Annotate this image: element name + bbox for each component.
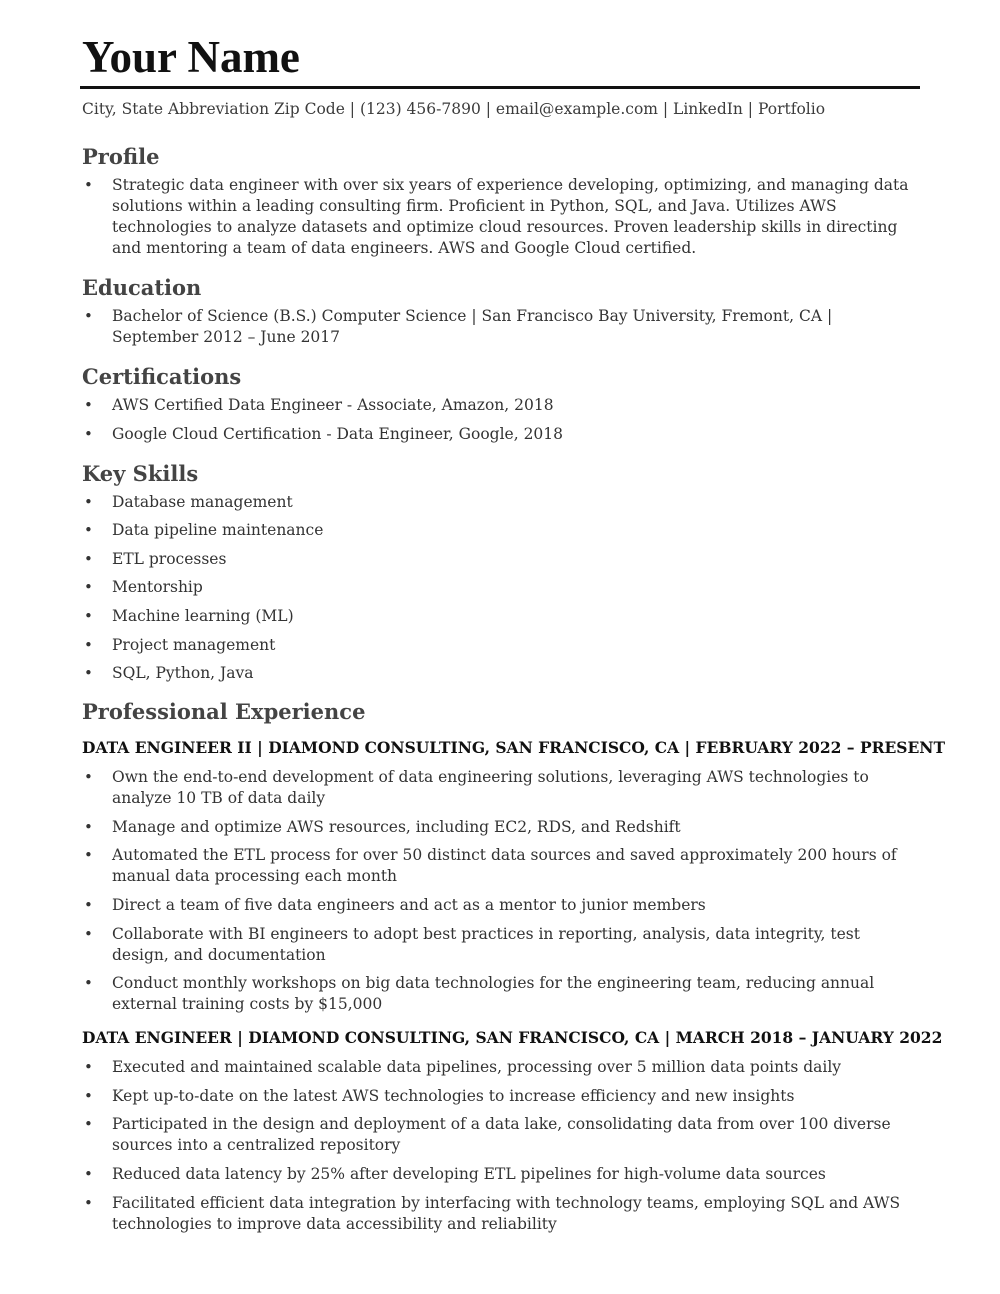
job-bullet-text: Automated the ETL process for over 50 distinct data sources and saved approximately 200 hours of manual data processing each month xyxy=(112,846,897,886)
job-heading: DATA ENGINEER II | DIAMOND CONSULTING, SAN FRANCISCO, CA | FEBRUARY 2022 – PRESENT xyxy=(82,738,946,758)
skill-text: Database management xyxy=(112,492,293,511)
skill-item xyxy=(82,549,920,570)
bullet-icon: • xyxy=(84,549,93,568)
bullet-icon: • xyxy=(84,817,93,836)
profile-list xyxy=(82,175,920,259)
skill-item xyxy=(82,520,920,541)
bullet-icon: • xyxy=(84,1058,93,1077)
certification-text: AWS Certified Data Engineer - Associate, Amazon, 2018 xyxy=(112,396,554,414)
job-bullet xyxy=(82,845,920,887)
profile-text: Strategic data engineer with over six years of experience developing, optimizing, and managing data solutions within a leading consulting firm. Proficient in Python, SQL, and Java. Utilizes AWS technologies to analyze datasets and optimize cloud resources. Proven leadership skills in directing and mentoring a team of data engineers. AWS and Google Cloud certified. xyxy=(112,176,909,257)
certifications-heading: Certifications xyxy=(82,364,242,389)
profile-summary xyxy=(82,175,920,259)
job-bullet-text: Facilitated efficient data integration by interfacing with technology teams, employing SQL and AWS technologies to improve data accessibility and reliability xyxy=(112,1193,901,1233)
job-bullet-text: Reduced data latency by 25% after developing ETL pipelines for high-volume data sources xyxy=(112,1164,826,1183)
job-bullet xyxy=(82,1086,920,1107)
bullet-icon: • xyxy=(84,424,93,443)
bullet-icon: • xyxy=(84,1086,93,1105)
job-bullets xyxy=(82,1057,920,1234)
job-bullets xyxy=(82,767,920,1015)
skill-text: ETL processes xyxy=(112,549,227,568)
bullet-icon: • xyxy=(84,924,93,943)
skill-text: Project management xyxy=(112,635,276,654)
job-bullet xyxy=(82,895,920,916)
bullet-icon: • xyxy=(84,578,93,597)
bullet-icon: • xyxy=(84,974,93,993)
job-bullet-text: Direct a team of five data engineers and act as a mentor to junior members xyxy=(112,895,706,914)
skill-item xyxy=(82,663,920,684)
bullet-icon: • xyxy=(84,1115,93,1134)
bullet-icon: • xyxy=(84,768,93,787)
skill-item xyxy=(82,492,920,513)
job-bullet xyxy=(82,1114,920,1156)
skills-heading: Key Skills xyxy=(82,460,199,486)
bullet-icon: • xyxy=(84,895,93,914)
job-bullet-text: Kept up-to-date on the latest AWS technologies to increase efficiency and new insights xyxy=(112,1086,795,1105)
skill-item xyxy=(82,577,920,598)
education-heading: Education xyxy=(82,275,202,300)
skill-text: Machine learning (ML) xyxy=(112,606,294,625)
certification-item xyxy=(82,424,920,445)
job-bullet-text: Collaborate with BI engineers to adopt best practices in reporting, analysis, data integrity, test design, and documentation xyxy=(112,924,860,964)
job-bullet xyxy=(82,973,920,1015)
skill-item xyxy=(82,635,920,656)
job-bullet xyxy=(82,817,920,838)
education-text: Bachelor of Science (B.S.) Computer Science | San Francisco Bay University, Fremont, CA | September 2012 – June 2017 xyxy=(112,307,833,346)
experience-heading: Professional Experience xyxy=(82,699,366,725)
skill-text: Data pipeline maintenance xyxy=(112,521,324,540)
bullet-icon: • xyxy=(84,606,93,625)
skills-list xyxy=(82,492,920,685)
job-bullet xyxy=(82,767,920,809)
job-bullet xyxy=(82,1057,920,1078)
job-bullet-text: Conduct monthly workshops on big data technologies for the engineering team, reducing annual external training costs by $15,000 xyxy=(112,974,875,1014)
skill-item xyxy=(82,606,920,627)
bullet-icon: • xyxy=(84,396,93,414)
job-bullet-text: Executed and maintained scalable data pipelines, processing over 5 million data points daily xyxy=(112,1058,842,1077)
name-divider xyxy=(80,86,920,89)
profile-heading: Profile xyxy=(82,144,160,169)
certifications-list xyxy=(82,395,920,445)
bullet-icon: • xyxy=(84,307,93,325)
contact-line: City, State Abbreviation Zip Code | (123) 456-7890 | email@example.com | LinkedIn | Portfolio xyxy=(82,100,826,118)
job-bullet xyxy=(82,1164,920,1185)
job-bullet-text: Participated in the design and deployment of a data lake, consolidating data from over 100 diverse sources into a centralized repository xyxy=(112,1115,891,1155)
education-item xyxy=(82,306,920,348)
bullet-icon: • xyxy=(84,521,93,540)
job-bullet xyxy=(82,924,920,966)
resume-content xyxy=(82,32,946,1235)
candidate-name: Your Name xyxy=(82,32,300,82)
bullet-icon: • xyxy=(84,664,93,683)
certification-text: Google Cloud Certification - Data Engineer, Google, 2018 xyxy=(112,424,564,443)
job-bullet-text: Manage and optimize AWS resources, including EC2, RDS, and Redshift xyxy=(112,817,681,836)
bullet-icon: • xyxy=(84,176,93,194)
job-bullet-text: Own the end-to-end development of data engineering solutions, leveraging AWS technologies to analyze 10 TB of data daily xyxy=(112,768,869,808)
education-list xyxy=(82,306,920,348)
skill-text: SQL, Python, Java xyxy=(112,664,254,683)
bullet-icon: • xyxy=(84,1193,93,1212)
bullet-icon: • xyxy=(84,635,93,654)
bullet-icon: • xyxy=(84,1164,93,1183)
bullet-icon: • xyxy=(84,846,93,865)
skill-text: Mentorship xyxy=(112,578,203,597)
certification-item xyxy=(82,395,920,416)
job-bullet xyxy=(82,1193,920,1235)
job-heading: DATA ENGINEER | DIAMOND CONSULTING, SAN FRANCISCO, CA | MARCH 2018 – JANUARY 2022 xyxy=(82,1028,943,1048)
bullet-icon: • xyxy=(84,492,93,511)
